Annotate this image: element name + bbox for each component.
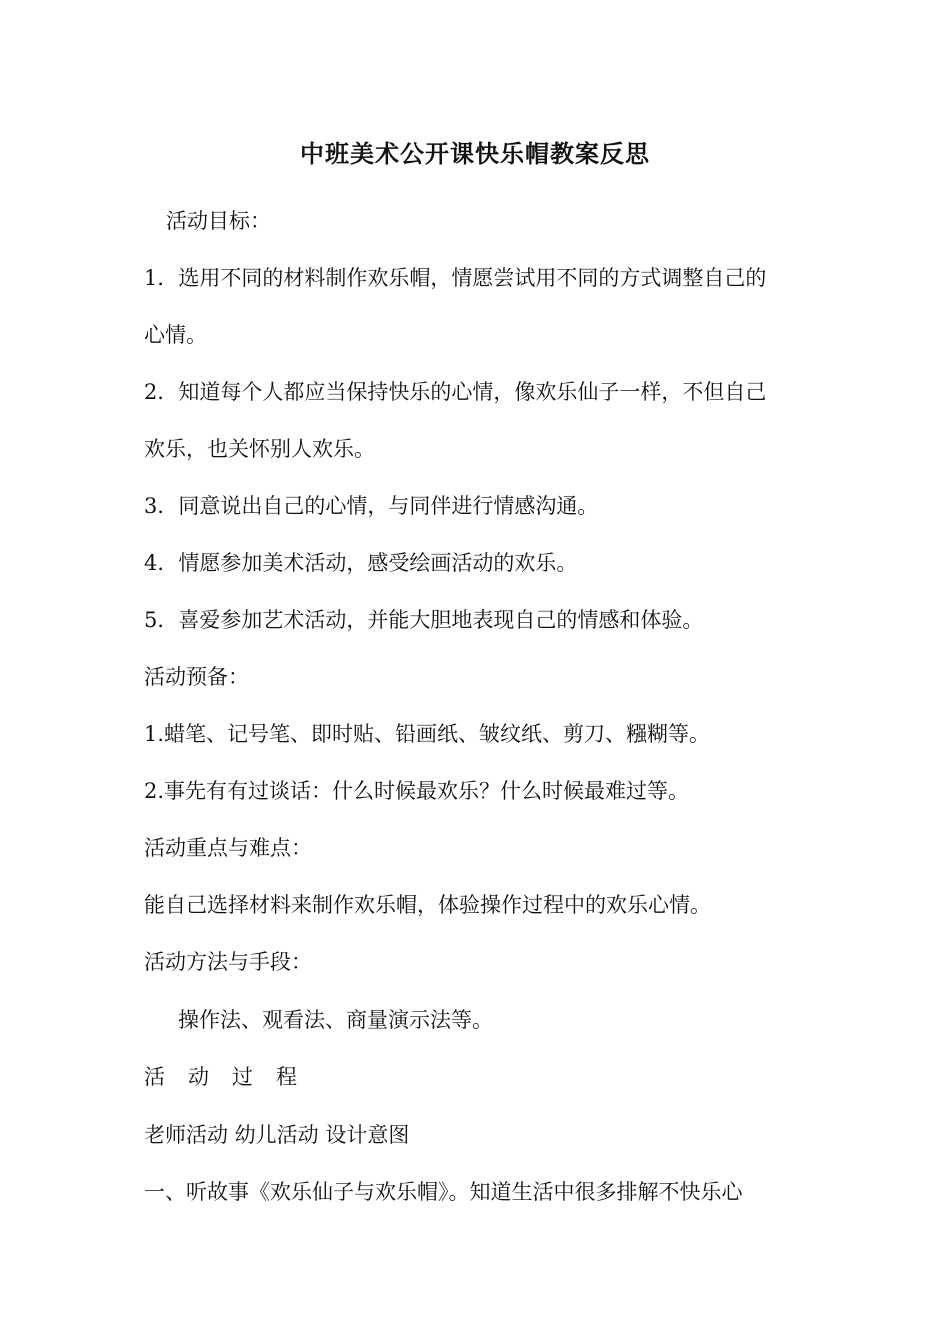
section-heading-preparation: 活动预备： <box>144 665 249 689</box>
paragraph-line: 3．同意说出自己的心情，与同伴进行情感沟通。 <box>144 494 599 518</box>
paragraph-line: 一、听故事《欢乐仙子与欢乐帽》。知道生活中很多排解不快乐心 <box>144 1180 743 1204</box>
section-heading-key-points: 活动重点与难点： <box>144 836 312 860</box>
document-title: 中班美术公开课快乐帽教案反思 <box>300 139 650 168</box>
paragraph-line: 心情。 <box>144 323 207 347</box>
paragraph-line: 1.蜡笔、记号笔、即时贴、铅画纸、皱纹纸、剪刀、糨糊等。 <box>144 722 711 746</box>
paragraph-line: 1．选用不同的材料制作欢乐帽，情愿尝试用不同的方式调整自己的 <box>144 266 767 290</box>
paragraph-line: 2.事先有有过谈话：什么时候最欢乐？什么时候最难过等。 <box>144 779 690 803</box>
paragraph-line: 5．喜爱参加艺术活动，并能大胆地表现自己的情感和体验。 <box>144 608 704 632</box>
paragraph-line: 操作法、观看法、商量演示法等。 <box>178 1008 493 1032</box>
paragraph-line: 欢乐，也关怀别人欢乐。 <box>144 437 375 461</box>
table-header-line: 老师活动 幼儿活动 设计意图 <box>144 1123 410 1147</box>
section-heading-goals: 活动目标： <box>166 209 271 233</box>
section-heading-process: 活动过程 <box>144 1065 320 1089</box>
paragraph-line: 4．情愿参加美术活动，感受绘画活动的欢乐。 <box>144 551 578 575</box>
paragraph-line: 2．知道每个人都应当保持快乐的心情，像欢乐仙子一样，不但自己 <box>144 380 767 404</box>
paragraph-line: 能自己选择材料来制作欢乐帽，体验操作过程中的欢乐心情。 <box>144 893 711 917</box>
section-heading-methods: 活动方法与手段： <box>144 950 312 974</box>
